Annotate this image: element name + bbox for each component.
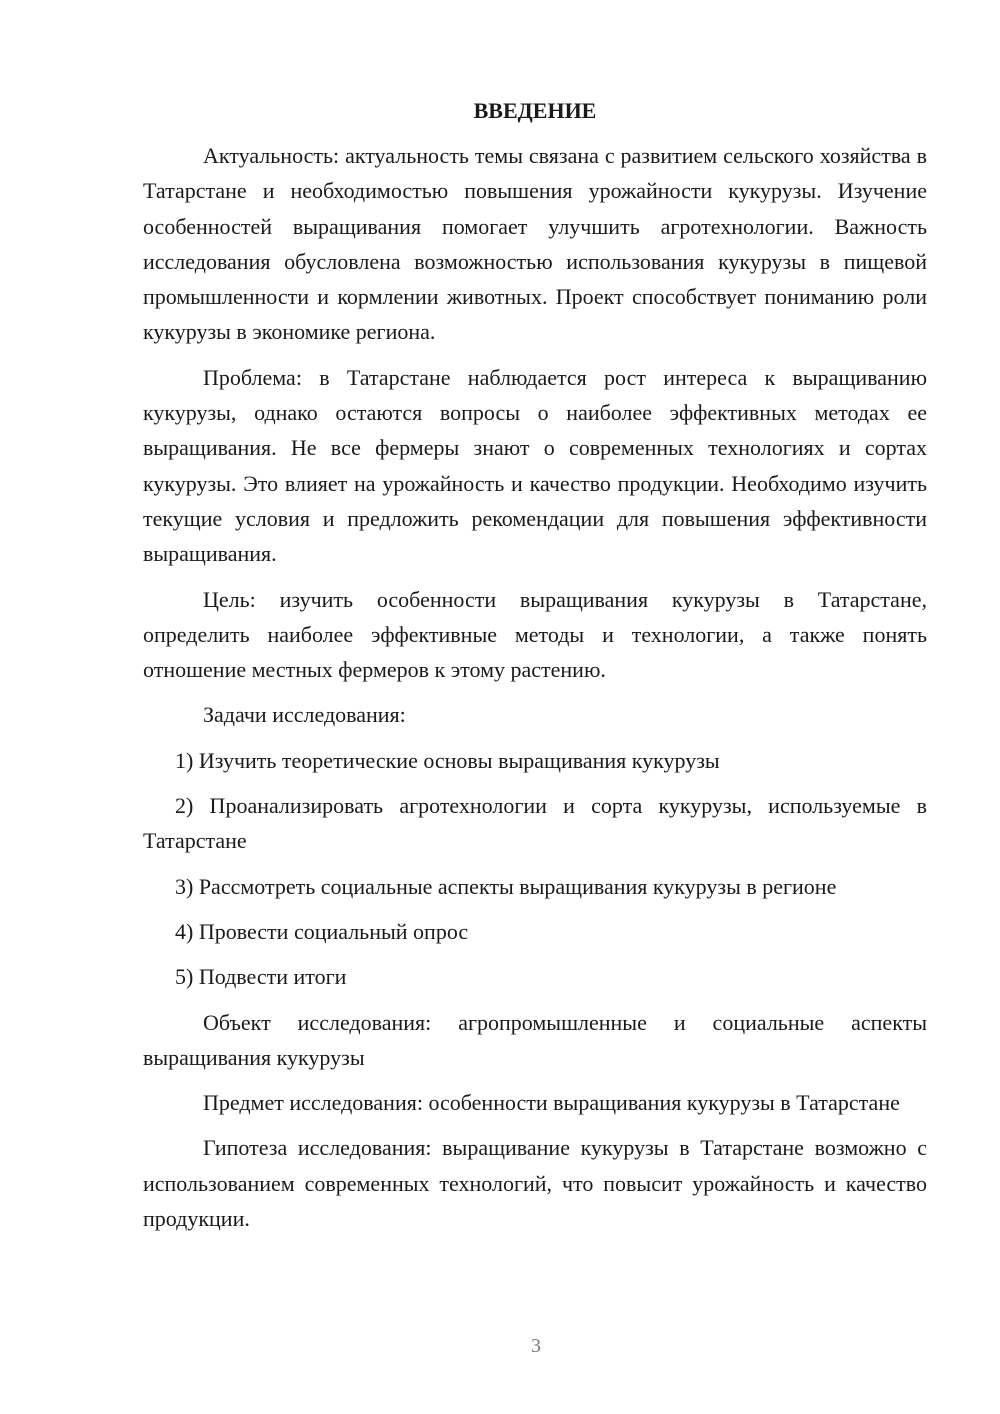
list-item: 3) Рассмотреть социальные аспекты выращивания кукурузы в регионе — [175, 873, 837, 899]
list-item: 5) Подвести итоги — [175, 964, 347, 990]
list-item: 4) Провести социальный опрос — [175, 918, 469, 944]
page-title: ВВЕДЕНИЕ — [473, 98, 597, 123]
object-paragraph: Объект исследования: агропромышленные и социальные аспекты выращивания кукурузы — [143, 1009, 927, 1070]
goal-paragraph: Цель: изучить особенности выращивания кукурузы в Татарстане, определить наиболее эффективные методы и технологии, а также понять отношение местных фермеров к этому растению. — [143, 586, 927, 683]
hypothesis-paragraph: Гипотеза исследования: выращивание кукурузы в Татарстане возможно с использованием современных технологий, что повысит урожайность и качество продукции. — [143, 1135, 927, 1232]
problem-paragraph: Проблема: в Татарстане наблюдается рост интереса к выращиванию кукурузы, однако остаются вопросы о наиболее эффективных методах ее выращивания. Не все фермеры знают о современных технологиях и сортах кукурузы. Это влияет на урожайность и качество продукции. Необходимо изучить текущие условия и предложить рекомендации для повышения эффективности выращивания. — [143, 364, 927, 567]
list-item: 2) Проанализировать агротехнологии и сорта кукурузы, используемые в Татарстане — [143, 793, 927, 854]
document-page — [143, 96, 927, 1246]
tasks-list — [143, 743, 927, 995]
page-number: 3 — [531, 1335, 541, 1357]
tasks-heading: Задачи исследования: — [203, 702, 406, 728]
list-item: 1) Изучить теоретические основы выращивания кукурузы — [175, 747, 720, 773]
subject-paragraph: Предмет исследования: особенности выращивания кукурузы в Татарстане — [203, 1090, 900, 1116]
relevance-paragraph: Актуальность: актуальность темы связана с развитием сельского хозяйства в Татарстане и необходимостью повышения урожайности кукурузы. Изучение особенностей выращивания помогает улучшить агротехнологии. Важность исследования обусловлена возможностью использования кукурузы в пищевой промышленности и кормлении животных. Проект способствует пониманию роли кукурузы в экономике региона. — [143, 143, 927, 345]
